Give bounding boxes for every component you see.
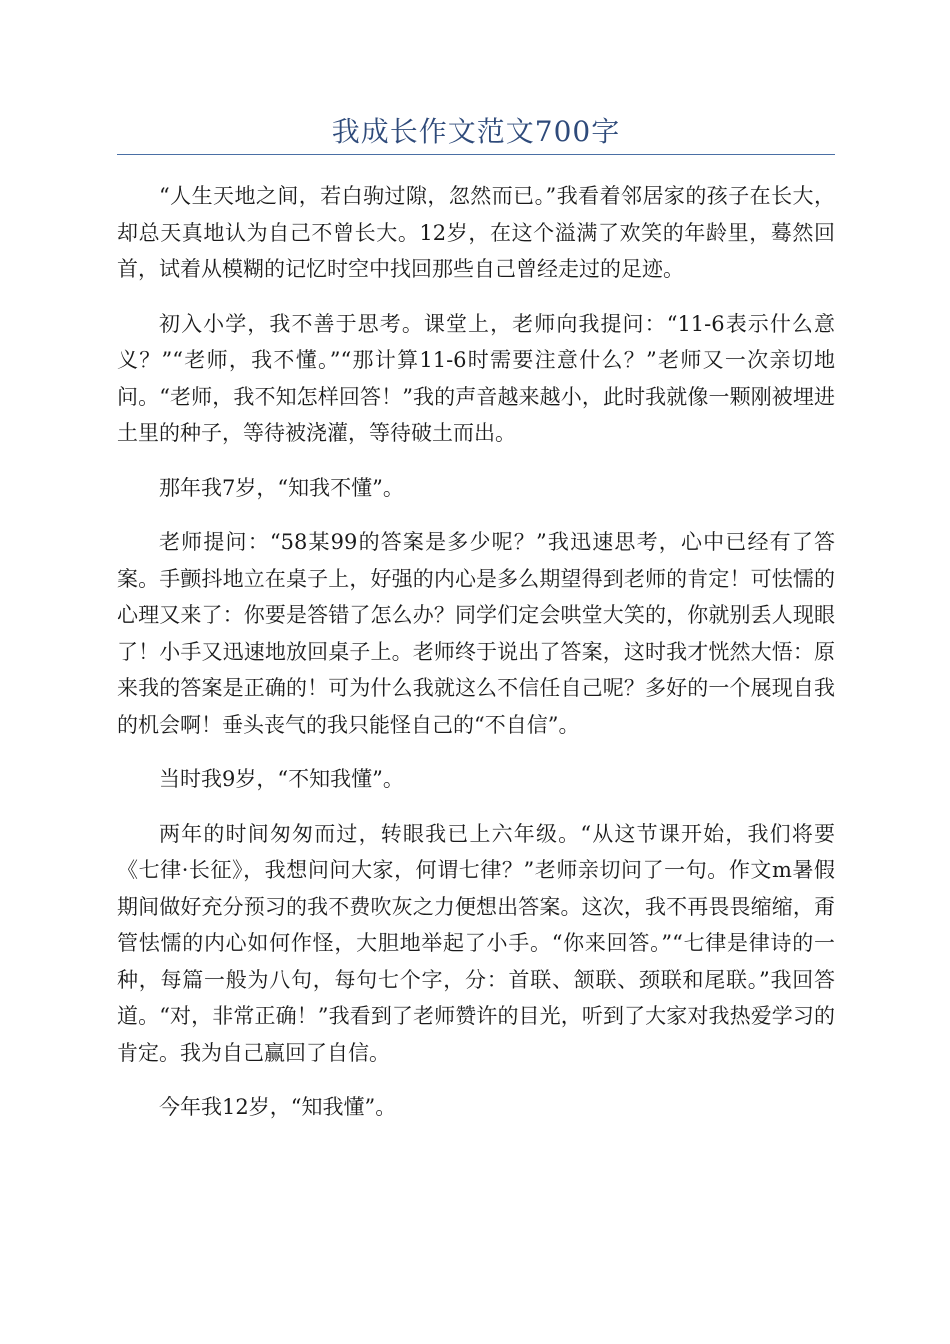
title-underline xyxy=(117,154,835,155)
paragraph-6: 两年的时间匆匆而过，转眼我已上六年级。“从这节课开始，我们将要《七律·长征》，我想问问大家，何谓七律？”老师亲切问了一句。作文m暑假期间做好充分预习的我不费吹灰之力便想出答案。这次，我不再畏畏缩缩，甭管怯懦的内心如何作怪，大胆地举起了小手。“你来回答。”“七律是律诗的一种，每篇一般为八句，每句七个字，分：首联、颔联、颈联和尾联。”我回答道。“对，非常正确！”我看到了老师赞许的目光，听到了大家对我热爱学习的肯定。我为自己赢回了自信。 xyxy=(117,821,835,1065)
paragraph-1: “人生天地之间，若白驹过隙，忽然而已。”我看着邻居家的孩子在长大，却总天真地认为自己不曾长大。12岁，在这个溢满了欢笑的年龄里，蓦然回首，试着从模糊的记忆时空中找回那些自己曾经走过的足迹。 xyxy=(117,184,835,281)
document-title: 我成长作文范文700字 xyxy=(331,115,621,148)
paragraph-4: 老师提问：“58某99的答案是多少呢？”我迅速思考，心中已经有了答案。手颤抖地立在桌子上，好强的内心是多么期望得到老师的肯定！可怯懦的心理又来了：你要是答错了怎么办？同学们定会哄堂大笑的，你就别丢人现眼了！小手又迅速地放回桌子上。老师终于说出了答案，这时我才恍然大悟：原来我的答案是正确的！可为什么我就这么不信任自己呢？多好的一个展现自我的机会啊！垂头丧气的我只能怪自己的“不自信”。 xyxy=(117,530,835,737)
document-body xyxy=(117,178,835,1144)
paragraph-3: 那年我7岁，“知我不懂”。 xyxy=(159,475,404,500)
paragraph-7: 今年我12岁，“知我懂”。 xyxy=(159,1095,397,1119)
paragraph-2: 初入小学，我不善于思考。课堂上，老师向我提问：“11-6表示什么意义？”“老师，我不懂。”“那计算11-6时需要注意什么？”老师又一次亲切地问。“老师，我不知怎样回答！”我的声音越来越小，此时我就像一颗刚被埋进土里的种子，等待被浇灌，等待破土而出。 xyxy=(117,311,835,445)
paragraph-5: 当时我9岁，“不知我懂”。 xyxy=(159,767,404,791)
